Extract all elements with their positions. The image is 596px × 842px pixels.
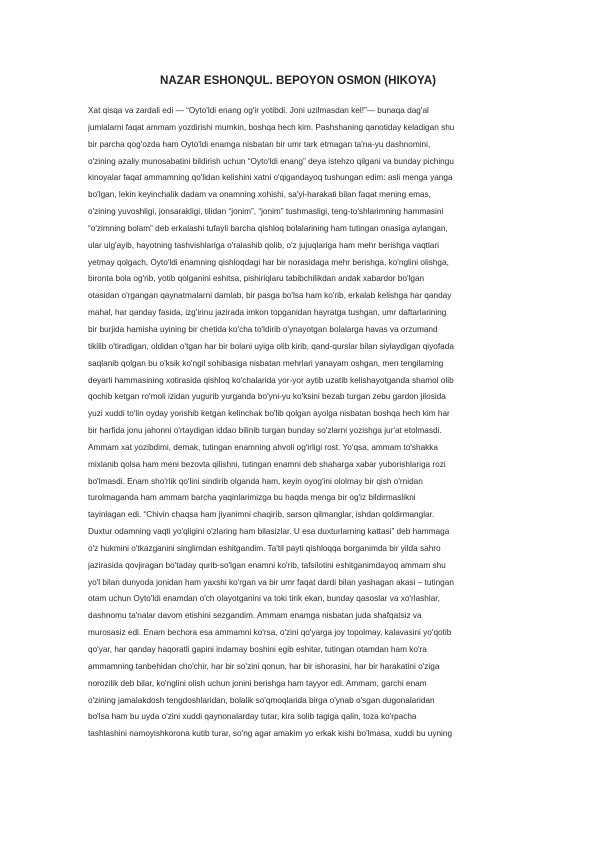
text-line: bir parcha qog'ozda ham Oyto'ldi enamga nisbatan bir umr tark etmagan ta'na-yu dashnomini,: [88, 139, 431, 149]
text-line: bir burjida hamisha uyining bir chetida ko'cha to'ldirib o'ynayotgan bolalarga havas va orzumand: [88, 324, 438, 334]
text-line: saqlanib qolgan bu o'ksik ko'ngil sohibasiga nisbatan mehrlari yanayam oshgan, men tengilarning: [88, 358, 444, 368]
text-line: ammamning tanbehidan cho'chir, har bir so'zini qonun, har bir ishorasini, har bir harakatini o'ziga: [88, 661, 440, 671]
text-line: dashnomu ta'nalar davom etishini sezgandim. Ammam enamga nisbatan juda shafqatsiz va: [88, 611, 422, 621]
text-line: otasidan o'rgangan qaynatmalarni damlab, bir pasga bo'lsa ham ko'rib, erkalab kelishga har qanday: [88, 291, 452, 301]
text-line: murosasiz edi. Enam bechora esa ammamni ko'rsa, o'zini qo'yarga joy topolmay, kalavasini yo'qotib: [88, 628, 452, 638]
text-line: o'zining jamalakdosh tengdoshlaridan, bolalik so'qmoqlarida birga o'ynab o'sgan dugonalaridan: [88, 695, 435, 705]
text-line: kinoyalar faqat ammamning qo'lidan kelishini xatni o'qigandayoq tushungan edim: asli menga yanga: [88, 173, 453, 183]
text-line: Ammam xat yozibdimi, demak, tutingan enamning ahvoli og'irligi rost. Yo'qsa, ammam to'shakka: [88, 442, 439, 452]
text-line: bironta bola og'rib, yotib qolganini eshitsa, pishiriqlaru tabibchilikdan andak xabardor bo'lgan: [88, 274, 425, 284]
text-line: mixlanib qolsa ham meni bezovta qilishni, tutingan enamni deb shaharga xabar yuborishlariga rozi: [88, 459, 446, 469]
text-line: norozilik deb bilar, ko'nglini olish uchun jonini berishga ham tayyor edi. Ammam, garchi enam: [88, 678, 427, 688]
text-line: jazirasida qovjiragan bo'taday qurib-so'lgan enamni ko'rib, tafsilotini eshitganimdayoq ammam shu: [88, 560, 446, 570]
text-line: o'zining yuvoshligi, jonsarakligi, tilidan “jonim”, “jonim” tushmasligi, teng-to'shlarimning hammasini: [88, 207, 444, 217]
text-line: o'z hukmini o'tkazganini singlimdan eshitgandim. Ta'til payti qishloqqa borganimda bir yilda sahro: [88, 543, 441, 553]
text-line: bir harfida jonu jahonni o'rtaydigan iddao bilinib turgan bunday so'zlarni yozishga jur'at etolmasdi.: [88, 426, 442, 436]
text-line: yuzi xuddi to'lin oyday yorishib ketgan kelinchak bo'lib qolgan ayolga nisbatan boshqa hech kim har: [88, 409, 450, 419]
text-line: bo'lsa ham bu uyda o'zini xuddi qaynonalarday tutar, kira solib tagiga qalin, toza ko'rpacha: [88, 712, 417, 722]
text-line: bo'lgan, lekin keyinchalik dadam va onamning xohishi, sa'yi-harakati bilan faqat mening emas,: [88, 190, 431, 200]
text-line: tayinlagan edi. “Chivin chaqsa ham jiyanimni chaqirib, sarson qilmanglar, ishdan qoldirmanglar.: [88, 510, 435, 520]
text-line: Duxtur odamning vaqti yo'qligini o'zlaring ham bilasizlar. U esa duxturlarning kattasi” deb hammaga: [88, 527, 450, 537]
text-line: tashlashini namoyishkorona kutib turar, so'ng agar amakim yo erkak kishi bo'lmasa, xuddi bu uyning: [88, 729, 453, 739]
text-line: qo'yar, har qanday haqoratli gapini indamay boshini egib eshitar, tutingan otamdan ham ko'ra: [88, 645, 427, 654]
text-line: turolmaganda ham ammam barcha yaqinlarimizga bu haqda menga bir og'iz bildirmaslikni: [88, 493, 416, 503]
text-line: ular ulg'ayib, hayotning tashvishlariga o'ralashib qolib, o'z jujuqlariga ham mehr berishga vaqtlari: [88, 240, 439, 250]
story-text: [88, 103, 510, 743]
text-line: yetmay qolgach, Oyto'ldi enamning qishloqdagi har bir norasidaga mehr berishga, ko'nglini olishga,: [88, 257, 449, 267]
text-line: jumlalarni faqat ammam yozdirishi mumkin, boshqa hech kim. Pashshaning qanotiday keladigan shu: [88, 122, 455, 132]
text-line: “o'zimning bolam” deb erkalashi tufayli barcha qishloq bolalarining ham tutingan onasiga aylangan,: [88, 223, 448, 233]
text-line: deyarli hammasining xotirasida qishloq ko'chalarida yor-yor aytib uzatib kelishayotganda shamol olib: [88, 375, 454, 385]
text-line: Xat qisqa va zardali edi — “Oyto'ldi enang og'ir yotibdi. Joni uzilmasdan kel!”— bunaqa dag'al: [88, 106, 429, 115]
text-line: qochib ketgan ro'moli izidan yugurib yurganda bo'yni-yu ko'ksini bezab turgan zebu gardon jilosida: [88, 392, 446, 402]
text-line: tikilib o'tiradigan, oldidan o'tgan har bir bolani uyiga olib kirib, qand-qurslar bilan siylaydigan qiyofada: [88, 341, 454, 351]
text-line: yo'l bilan dunyoda jonidan ham yaxshi ko'rgan va bir umr faqat dardi bilan yashagan akasi – tutingan: [88, 577, 454, 587]
text-line: o'zining azaliy munosabatini bildirish uchun “Oyto'ldi enang” deya istehzo qilgani va bunday pichingu: [88, 156, 454, 166]
text-line: bo'lmasdi. Enam sho'rlik qo'lini sindirib olganda ham, keyin oyog'ini ololmay bir qish o'rnidan: [88, 476, 423, 486]
text-line: otam uchun Oyto'ldi enamdan o'ch olayotganini va toki tirik ekan, bunday qasoslar va xo'rlashlar,: [88, 594, 440, 604]
text-line: mahal, har qanday fasida, izg'irinu jazirada imkon topganidan hayratga tushgan, umr daftarlarining: [88, 308, 447, 318]
document-title: NAZAR ESHONQUL. BEPOYON OSMON (HIKOYA): [160, 74, 436, 87]
